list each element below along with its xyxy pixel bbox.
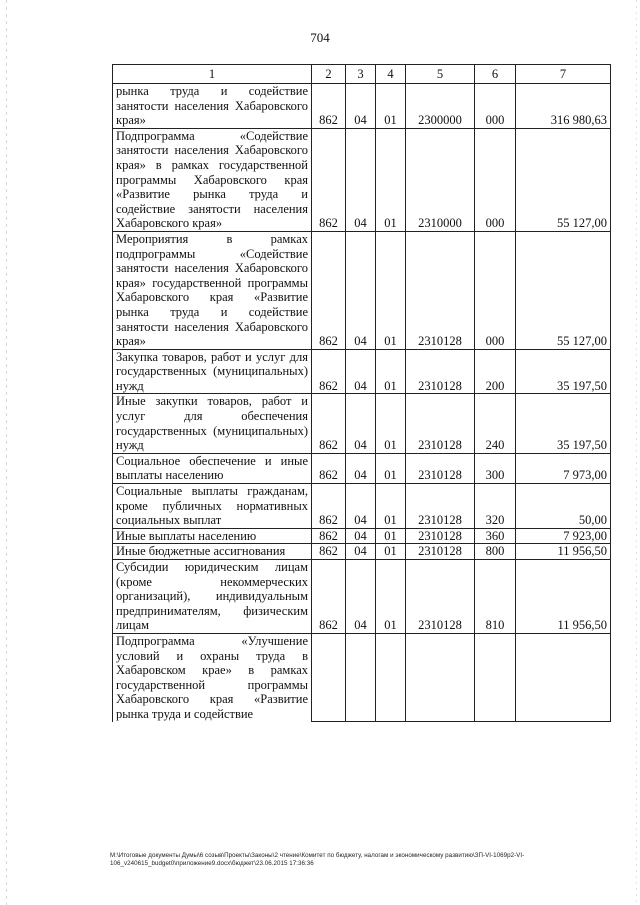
budget-table: [112, 64, 611, 722]
column-header: 5: [406, 65, 475, 84]
row-name: Иные закупки товаров, работ и услуг для обеспечения государственных (муниципальных) нужд: [113, 394, 312, 453]
cell-subsection: 01: [376, 394, 406, 453]
cell-ministry: 862: [312, 453, 346, 483]
column-header: 7: [516, 65, 611, 84]
cell-subsection: 01: [376, 231, 406, 349]
cell-section: 04: [346, 231, 376, 349]
cell-expense-type: 810: [475, 560, 516, 634]
cell-section: 04: [346, 349, 376, 394]
cell-section: 04: [346, 453, 376, 483]
cell-target-article: 2310128: [406, 560, 475, 634]
cell-ministry: 862: [312, 484, 346, 529]
cell-amount: 11 956,50: [516, 544, 611, 560]
cell-amount: 55 127,00: [516, 128, 611, 231]
cell-ministry: 862: [312, 544, 346, 560]
cell-subsection: 01: [376, 544, 406, 560]
table-row: [113, 484, 611, 529]
table-row: [113, 633, 611, 721]
cell-expense-type: 320: [475, 484, 516, 529]
table-header-row: [113, 65, 611, 84]
cell-section: 04: [346, 128, 376, 231]
table-row: [113, 544, 611, 560]
cell-expense-type: 800: [475, 544, 516, 560]
cell-target-article: 2310128: [406, 484, 475, 529]
scan-margin-right: [636, 0, 637, 905]
row-name: Подпрограмма «Улучшение условий и охраны труда в Хабаровском крае» в рамках государственной программы Хабаровского края «Развитие рынка труда и содействие: [113, 633, 312, 721]
row-name: Мероприятия в рамках подпрограммы «Содействие занятости населения Хабаровского края» государственной программы Хабаровского края «Развитие рынка труда и содействие занятости населения Хабаровского края»: [113, 231, 312, 349]
cell-expense-type: 240: [475, 394, 516, 453]
cell-ministry: 862: [312, 528, 346, 544]
table-row: [113, 394, 611, 453]
column-header: 4: [376, 65, 406, 84]
cell-amount: 7 973,00: [516, 453, 611, 483]
cell-expense-type: 200: [475, 349, 516, 394]
cell-section: 04: [346, 484, 376, 529]
cell-expense-type: 360: [475, 528, 516, 544]
cell-expense-type: 000: [475, 84, 516, 129]
cell-expense-type: 000: [475, 231, 516, 349]
cell-subsection: 01: [376, 128, 406, 231]
column-header: 2: [312, 65, 346, 84]
cell-amount: 50,00: [516, 484, 611, 529]
cell-target-article: 2310128: [406, 349, 475, 394]
row-name: Закупка товаров, работ и услуг для государственных (муниципальных) нужд: [113, 349, 312, 394]
table-row: [113, 528, 611, 544]
cell-amount: 55 127,00: [516, 231, 611, 349]
table-row: [113, 560, 611, 634]
cell-target-article: 2310128: [406, 231, 475, 349]
cell-target-article: 2310128: [406, 394, 475, 453]
cell-amount: 35 197,50: [516, 349, 611, 394]
table-row: [113, 349, 611, 394]
document-file-path: M:\Итоговые документы Думы\6 созыв\Проекты\Законы\2 чтение\Комитет по бюджету, налогам и экономическому развитию\ЗП-VI-1069р2-VI-106_v240615_budget0\приложение9.docx\бюджет\23.06.2015 17:36:36: [110, 852, 525, 867]
cell-target-article: 2310000: [406, 128, 475, 231]
table-row: [113, 453, 611, 483]
cell-section: 04: [346, 528, 376, 544]
cell-target-article: 2310128: [406, 528, 475, 544]
cell-section: 04: [346, 560, 376, 634]
column-header: 3: [346, 65, 376, 84]
cell-subsection: 01: [376, 484, 406, 529]
cell-target-article: 2310128: [406, 453, 475, 483]
row-name: Социальные выплаты гражданам, кроме публичных нормативных социальных выплат: [113, 484, 312, 529]
cell-subsection: 01: [376, 453, 406, 483]
cell-amount: 316 980,63: [516, 84, 611, 129]
cell-ministry: [312, 633, 346, 721]
cell-target-article: [406, 633, 475, 721]
cell-ministry: 862: [312, 231, 346, 349]
row-name: Иные бюджетные ассигнования: [113, 544, 312, 560]
cell-subsection: 01: [376, 349, 406, 394]
cell-ministry: 862: [312, 84, 346, 129]
row-name: Подпрограмма «Содействие занятости населения Хабаровского края» в рамках государственной программы Хабаровского края «Развитие рынка труда и содействие занятости населения Хабаровского края»: [113, 128, 312, 231]
cell-subsection: 01: [376, 84, 406, 129]
cell-subsection: [376, 633, 406, 721]
cell-ministry: 862: [312, 560, 346, 634]
cell-section: 04: [346, 544, 376, 560]
row-name: Иные выплаты населению: [113, 528, 312, 544]
cell-subsection: 01: [376, 528, 406, 544]
table-row: [113, 231, 611, 349]
cell-amount: 7 923,00: [516, 528, 611, 544]
page-number: 704: [310, 30, 330, 45]
row-name: Субсидии юридическим лицам (кроме некоммерческих организаций), индивидуальным предпринимателям, физическим лицам: [113, 560, 312, 634]
scan-margin-left: [6, 0, 7, 905]
cell-expense-type: [475, 633, 516, 721]
column-header: 1: [113, 65, 312, 84]
cell-section: 04: [346, 394, 376, 453]
cell-ministry: 862: [312, 349, 346, 394]
table-row: [113, 128, 611, 231]
cell-ministry: 862: [312, 394, 346, 453]
table-row: [113, 84, 611, 129]
cell-expense-type: 300: [475, 453, 516, 483]
cell-section: 04: [346, 84, 376, 129]
cell-amount: 35 197,50: [516, 394, 611, 453]
row-name: рынка труда и содействие занятости населения Хабаровского края»: [113, 84, 312, 129]
cell-expense-type: 000: [475, 128, 516, 231]
cell-section: [346, 633, 376, 721]
cell-target-article: 2300000: [406, 84, 475, 129]
cell-amount: 11 956,50: [516, 560, 611, 634]
cell-ministry: 862: [312, 128, 346, 231]
cell-subsection: 01: [376, 560, 406, 634]
row-name: Социальное обеспечение и иные выплаты населению: [113, 453, 312, 483]
cell-amount: [516, 633, 611, 721]
column-header: 6: [475, 65, 516, 84]
cell-target-article: 2310128: [406, 544, 475, 560]
